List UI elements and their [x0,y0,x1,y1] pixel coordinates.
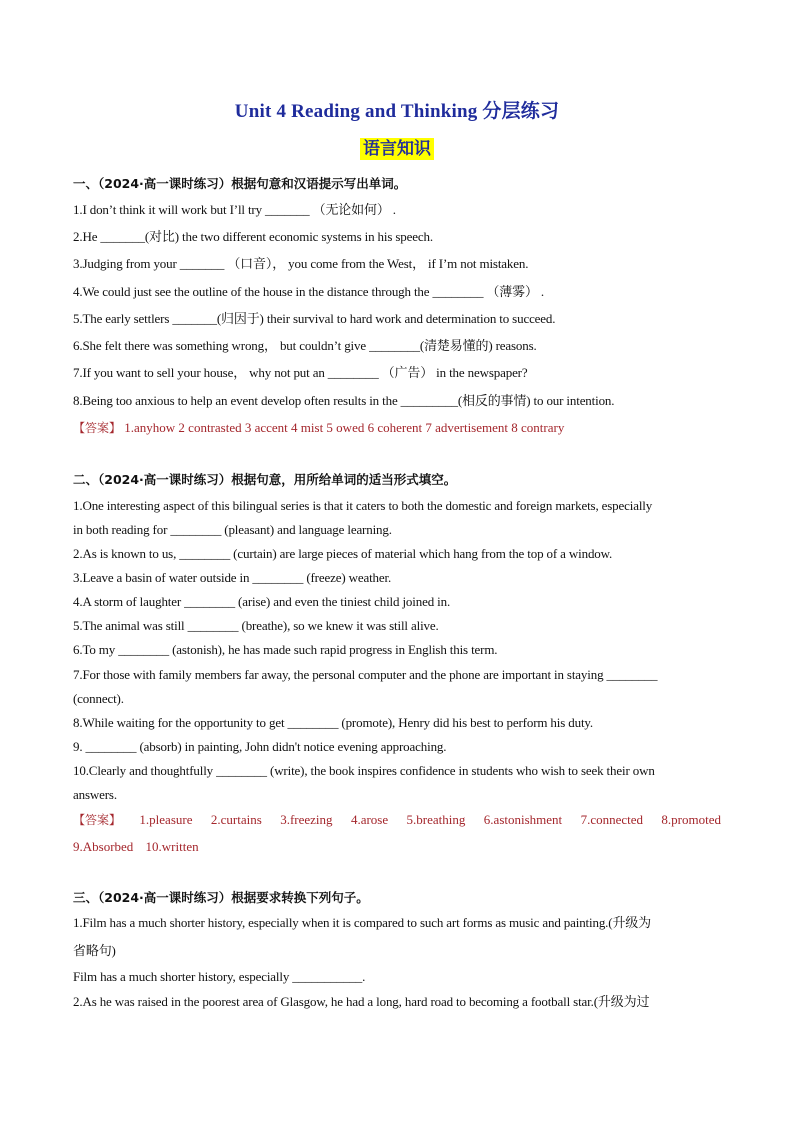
section2-answer-line2 [73,838,723,856]
answer-label: 【答案】 [73,813,122,827]
question-3-1b: 省略句) [73,943,116,958]
section-subtitle: 语言知识 [360,138,434,160]
question-2-4: 4.A storm of laughter ________ (arise) and even the tiniest child joined in. [73,594,451,609]
question-2-9: 9. ________ (absorb) in painting, John didn't notice evening approaching. [73,739,447,754]
answer-item: 4.arose [350,812,389,827]
section1-answer [73,419,723,437]
question-1-5: 5.The early settlers _______(归因于) their survival to hard work and determination to succeed. [73,311,556,326]
answer-item: 10.written [145,839,199,854]
question-1-8: 8.Being too anxious to help an event develop often results in the _________(相反的事情) to our intention. [73,393,615,408]
question-2-2: 2.As is known to us, ________ (curtain) are large pieces of material which hang from the top of a window. [73,546,613,561]
question-2-1a: 1.One interesting aspect of this bilingual series is that it caters to both the domestic and foreign markets, especially [73,498,653,513]
answer-item: 1.pleasure [139,812,193,827]
answer-item: 5.breathing [406,812,466,827]
answer-item: 6.astonishment [483,812,563,827]
question-3-2a: 2.As he was raised in the poorest area of Glasgow, he had a long, hard road to becoming a football star.(升级为过 [73,994,650,1009]
question-1-4: 4.We could just see the outline of the house in the distance through the ________ （薄雾） . [73,284,544,299]
question-1-3: 3.Judging from your _______ （口音）， you come from the West， if I’m not mistaken. [73,256,529,271]
section2-answer-line1 [73,811,721,829]
answer-item: 8.promoted [661,812,721,827]
answer-item: 3.freezing [280,812,333,827]
question-2-5: 5.The animal was still ________ (breathe), so we knew it was still alive. [73,618,439,633]
question-2-8: 8.While waiting for the opportunity to get ________ (promote), Henry did his best to perform his duty. [73,715,594,730]
answer-text: 1.anyhow 2 contrasted 3 accent 4 mist 5 owed 6 coherent 7 advertisement 8 contrary [124,420,565,435]
section1-heading: 一、（2024·高一课时练习）根据句意和汉语提示写出单词。 [73,176,407,191]
answer-item: 2.curtains [210,812,262,827]
question-2-7a: 7.For those with family members far away, the personal computer and the phone are important in staying ________ [73,667,658,682]
answer-item: 9.Absorbed [73,839,134,854]
question-1-2: 2.He _______(对比) the two different economic systems in his speech. [73,229,433,244]
question-1-1: 1.I don’t think it will work but I’ll try _______ （无论如何） . [73,202,396,217]
question-2-6: 6.To my ________ (astonish), he has made such rapid progress in English this term. [73,642,498,657]
question-2-10a: 10.Clearly and thoughtfully ________ (write), the book inspires confidence in students who wish to seek their own [73,763,655,778]
question-1-7: 7.If you want to sell your house， why not put an ________ （广告） in the newspaper? [73,365,528,380]
section3-heading: 三、（2024·高一课时练习）根据要求转换下列句子。 [73,890,369,905]
answer-item: 7.connected [580,812,644,827]
question-2-7b: (connect). [73,691,124,706]
question-3-1-answer-line: Film has a much shorter history, especially ___________. [73,969,366,984]
question-3-1a: 1.Film has a much shorter history, especially when it is compared to such art forms as music and painting.(升级为 [73,915,652,930]
answer-label: 【答案】 [73,421,122,435]
question-2-1b: in both reading for ________ (pleasant) and language learning. [73,522,392,537]
question-2-10b: answers. [73,787,117,802]
page-title: Unit 4 Reading and Thinking 分层练习 [234,101,560,122]
section2-heading: 二、（2024·高一课时练习）根据句意，用所给单词的适当形式填空。 [73,472,457,487]
question-2-3: 3.Leave a basin of water outside in ________ (freeze) weather. [73,570,392,585]
question-1-6: 6.She felt there was something wrong， but couldn’t give ________(清楚易懂的) reasons. [73,338,537,353]
